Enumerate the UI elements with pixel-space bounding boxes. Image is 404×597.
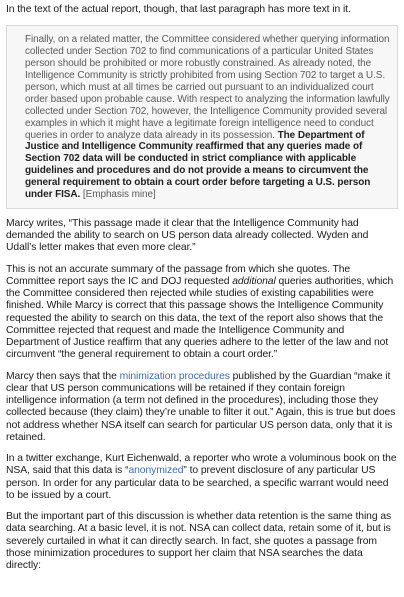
p3-before-text: Marcy then says that the bbox=[6, 370, 120, 382]
p3-after-text: published by the Guardian “make it clear that US person communications will be retained if they contain foreign intelligence information (a term not defined in the procedures), including those they collected because (they claim) they’re unable to filter it out.” Again, this is true but does not address whether NSA itself can search for particular US person data, only that it is retained. bbox=[6, 370, 396, 443]
p4-after-text: ” to prevent disclosure of any particular US person. In order for any particular data to be searched, a specific warrant would need to be issued by a court. bbox=[6, 465, 389, 501]
report-blockquote bbox=[6, 25, 398, 209]
paragraph-minimization bbox=[6, 371, 398, 445]
paragraph-twitter-exchange bbox=[6, 453, 398, 502]
minimization-procedures-link[interactable]: minimization procedures bbox=[119, 370, 230, 382]
paragraph-gap bbox=[6, 444, 398, 453]
anonymized-link[interactable]: anonymized bbox=[128, 465, 184, 477]
quote-paragraph bbox=[25, 34, 393, 201]
paragraph-gap bbox=[6, 502, 398, 511]
p2-before-text: This is not an accurate summary of the passage from which she quotes. The Committee report says the IC and DOJ requested bbox=[6, 263, 351, 287]
p2-italic-word: additional bbox=[232, 275, 276, 287]
paragraph-data-retention: But the important part of this discussion is whether data retention is the same thing as data searching. At a basic level, it is not. NSA can collect data, retain some of it, but is severely curtailed in what it can directly search. In fact, she quotes a passage from those minimization procedures to support her claim that NSA searches the data directly: bbox=[6, 511, 392, 572]
quote-note: [Emphasis mine] bbox=[80, 189, 156, 201]
intro-paragraph: In the text of the actual report, though, that last paragraph has more text in it. bbox=[6, 4, 351, 15]
p4-before-text: In a twitter exchange, Kurt Eichenwald, a reporter who wrote a voluminous book on the NSA, said that this data is “ bbox=[6, 453, 397, 477]
quote-emphasis: The Department of Justice and Intelligence Community reaffirmed that any queries made of Section 702 data will be conducted in strict compliance with applicable guidelines and procedures and do not provide a means to circumvent the general requirement to obtain a court order before targeting a U.S. person under FISA. bbox=[25, 129, 371, 201]
paragraph-not-accurate bbox=[6, 264, 398, 362]
paragraph-gap bbox=[6, 255, 398, 264]
p2-after-text: queries authorities, which the Committee considered then rejected while studies of existing capabilities were finished. While Marcy is correct that this passage shows the Intelligence Community requested the ability to search on this data, the text of the report also shows that the Committee rejected that request and made the Intelligence Community and Department of Justice reaffirm that any queries adhere to the letter of the law and not circumvent “the general requirement to obtain a court order.” bbox=[6, 275, 394, 361]
paragraph-gap bbox=[6, 362, 398, 371]
quote-text: Finally, on a related matter, the Committee considered whether querying information collected under Section 702 to find communications of a particular United States person should be prohibited or more robustly constrained. As already noted, the Intelligence Community is strictly prohibited from using Section 702 to target a U.S. person, which must at all times be carried out pursuant to an individualized court order based upon probable cause. With respect to analyzing the information lawfully collected under Section 702, however, the Intelligence Community provided several examples in which it might have a legitimate foreign intelligence need to conduct queries in order to analyze data already in its possession. bbox=[25, 34, 390, 141]
paragraph-marcy-writes: Marcy writes, “This passage made it clear that the Intelligence Community had demanded the ability to search on US person data already collected. Wyden and Udall’s letter makes that even more clear.” bbox=[6, 217, 369, 254]
